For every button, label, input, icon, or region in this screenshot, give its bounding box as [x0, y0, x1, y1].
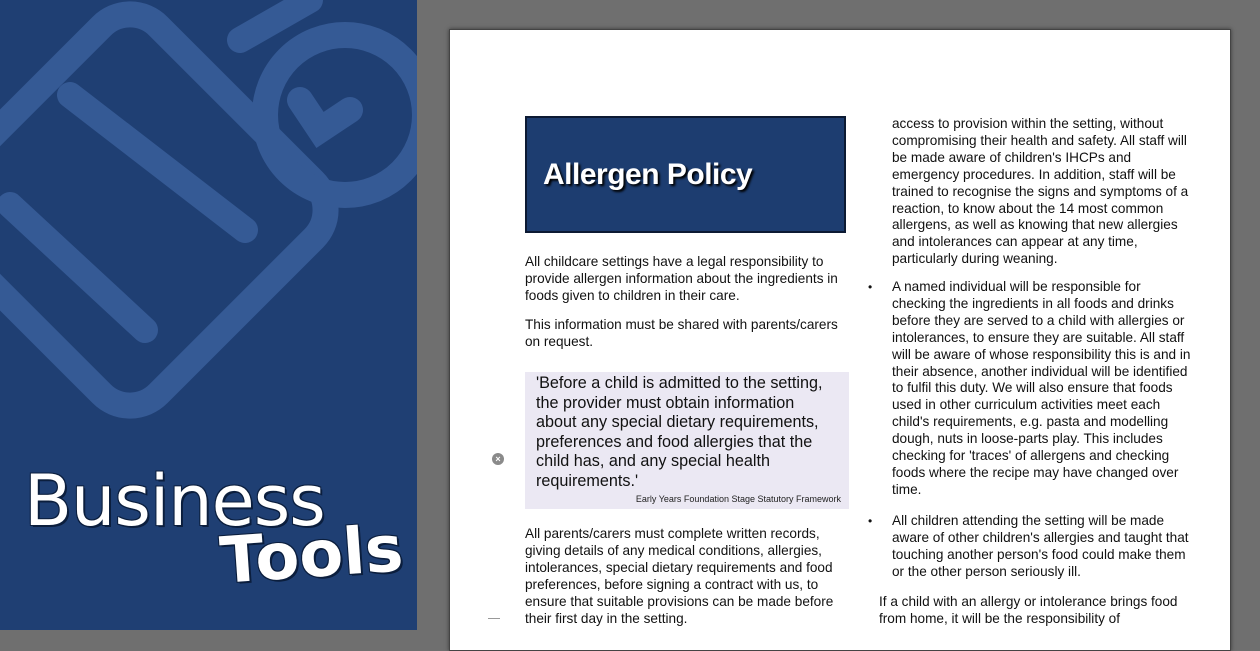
- bullet-icon: •: [868, 514, 873, 528]
- list-item: [868, 513, 1192, 581]
- page-title: Allergen Policy: [543, 158, 753, 191]
- access-paragraph: access to provision within the setting, without compromising their health and safety. All staff will be made aware of children's IHCPs and emergency procedures. In addition, staff will be trained to recognise the signs and symptoms of a reaction, to know about the 14 most common allergens, as well as knowing that new allergies and intolerances can appear at any time, particularly during weaning.: [892, 116, 1189, 267]
- list-item-text: All children attending the setting will be made aware of other children's allergies and taught that touching another person's food could make them or the other person seriously ill.: [892, 513, 1189, 579]
- close-icon[interactable]: ×: [492, 453, 504, 465]
- intro-paragraph: All childcare settings have a legal responsibility to provide allergen information about the ingredients in foods given to children in their care.: [525, 254, 838, 303]
- quote-source: Early Years Foundation Stage Statutory Framework: [635, 494, 841, 504]
- list-item: [868, 279, 1192, 499]
- list-item-text: A named individual will be responsible for checking the ingredients in all foods and drinks before they are served to a child with allergies or intolerances, to ensure they are suitable. All staff will be aware of whose responsibility this is and in their absence, another individual will be identified to fulfil this duty. We will also ensure that foods used in other curriculum activities meet each child's requirements, e.g. pasta and modelling dough, nuts in loose-parts play. This includes checking for 'traces' of allergens and checking foods where the recipe may have changed over time.: [892, 279, 1191, 497]
- brand-title: Business: [24, 460, 325, 542]
- bullet-icon: •: [868, 280, 873, 294]
- brand-subtitle: Tools: [217, 512, 406, 599]
- document-page: [449, 29, 1231, 651]
- quote-text: 'Before a child is admitted to the setting, the provider must obtain information about any special dietary requirements, preferences and food allergies that the child has, and any special health requirements.': [536, 374, 823, 490]
- brand-panel: [0, 0, 417, 630]
- home-food-paragraph: If a child with an allergy or intolerance brings food from home, it will be the responsibility of: [879, 594, 1178, 626]
- title-banner: [525, 116, 846, 233]
- sharing-paragraph: This information must be shared with parents/carers on request.: [525, 317, 838, 349]
- divider: [488, 618, 500, 619]
- records-paragraph: All parents/carers must complete written records, giving details of any medical conditions, allergies, intolerances, special dietary requirements and food preferences, before signing a contract with us, to ensure that suitable provisions can be made before their first day in the setting.: [525, 526, 834, 626]
- quote-box: [525, 372, 849, 509]
- document-viewer[interactable]: [417, 0, 1260, 630]
